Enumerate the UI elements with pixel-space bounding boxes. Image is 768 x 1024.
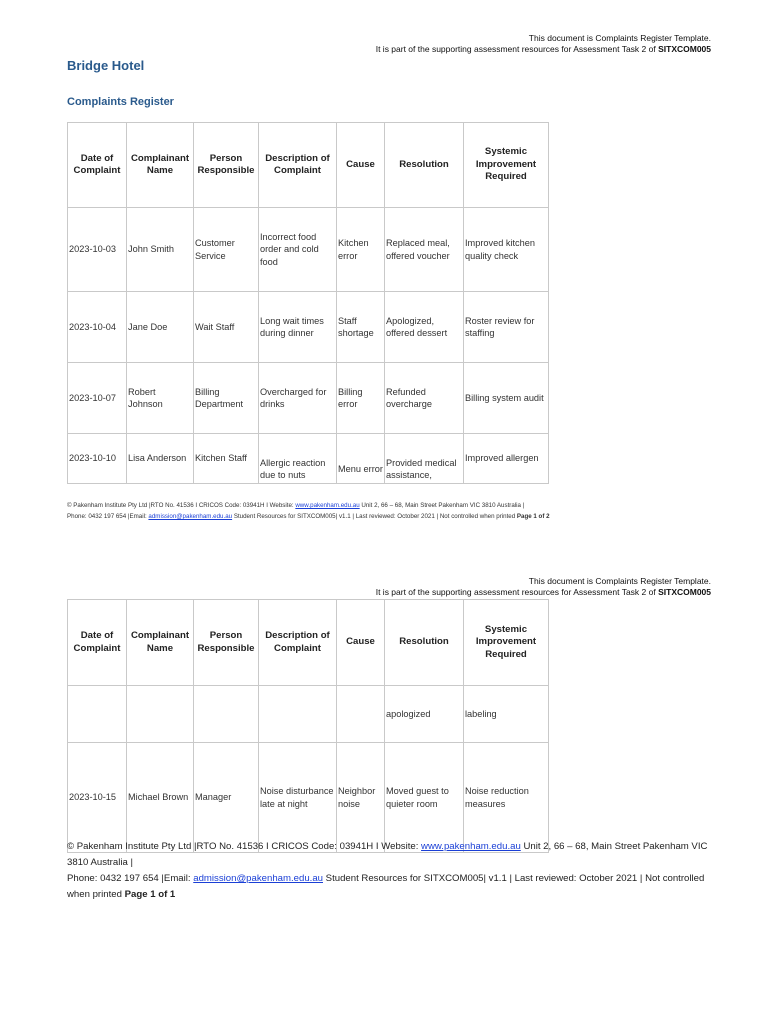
table-cell: Customer Service bbox=[194, 208, 259, 292]
table-cell bbox=[194, 686, 259, 743]
table-cell: Allergic reaction due to nuts bbox=[259, 434, 337, 484]
table-cell: Incorrect food order and cold food bbox=[259, 208, 337, 292]
column-header: Person Responsible bbox=[194, 600, 259, 686]
email-link[interactable]: admission@pakenham.edu.au bbox=[193, 873, 323, 884]
table-cell: Replaced meal, offered voucher bbox=[385, 208, 464, 292]
table-cell: Moved guest to quieter room bbox=[385, 743, 464, 853]
footer-line-1: © Pakenham Institute Pty Ltd |RTO No. 41536 I CRICOS Code: 03941H I Website: www.pakenham.edu.au Unit 2, 66 – 68, Main Street Pakenham VIC 3810 Australia | bbox=[67, 502, 525, 509]
table-cell: Robert Johnson bbox=[127, 363, 194, 434]
table-cell: Roster review for staffing bbox=[464, 292, 549, 363]
page-footer bbox=[67, 500, 717, 522]
table-cell bbox=[259, 686, 337, 743]
table-cell: 2023-10-07 bbox=[68, 363, 127, 434]
table-cell: Apologized, offered dessert bbox=[385, 292, 464, 363]
table-cell: Refunded overcharge bbox=[385, 363, 464, 434]
table-cell: Kitchen error bbox=[337, 208, 385, 292]
table-row bbox=[68, 743, 549, 853]
table-cell: 2023-10-15 bbox=[68, 743, 127, 853]
table-cell: Billing system audit bbox=[464, 363, 549, 434]
column-header: Resolution bbox=[385, 123, 464, 208]
document-header bbox=[376, 576, 711, 598]
table-header-row bbox=[68, 123, 549, 208]
footer-line-2: Phone: 0432 197 654 |Email: admission@pakenham.edu.au Student Resources for SITXCOM005| v1.1 | Last reviewed: October 2021 | Not controlled when printed Page 1 of 2 bbox=[67, 513, 550, 520]
table-cell: Improved allergen bbox=[464, 434, 549, 484]
page-footer bbox=[67, 839, 717, 903]
column-header: Resolution bbox=[385, 600, 464, 686]
table-cell: Improved kitchen quality check bbox=[464, 208, 549, 292]
email-link[interactable]: admission@pakenham.edu.au bbox=[148, 513, 233, 520]
table-row bbox=[68, 434, 549, 484]
table-row bbox=[68, 363, 549, 434]
table-cell: Billing Department bbox=[194, 363, 259, 434]
column-header: Systemic Improvement Required bbox=[464, 123, 549, 208]
website-link[interactable]: www.pakenham.edu.au bbox=[295, 502, 360, 509]
table-cell: Provided medical assistance, bbox=[385, 434, 464, 484]
table-cell: 2023-10-10 bbox=[68, 434, 127, 484]
complaints-table-page-2 bbox=[67, 599, 549, 853]
table-cell: Noise reduction measures bbox=[464, 743, 549, 853]
column-header: Systemic Improvement Required bbox=[464, 600, 549, 686]
table-cell: 2023-10-03 bbox=[68, 208, 127, 292]
header-line-1: This document is Complaints Register Template. bbox=[528, 576, 711, 586]
table-row bbox=[68, 208, 549, 292]
column-header: Complainant Name bbox=[127, 123, 194, 208]
footer-line-1: © Pakenham Institute Pty Ltd |RTO No. 41536 I CRICOS Code: 03941H I Website: www.pakenham.edu.au Unit 2, 66 – 68, Main Street Pakenham VIC 3810 Australia | bbox=[67, 841, 708, 868]
table-cell: labeling bbox=[464, 686, 549, 743]
table-header-row bbox=[68, 600, 549, 686]
document-header bbox=[376, 33, 711, 55]
table-cell: Noise disturbance late at night bbox=[259, 743, 337, 853]
table-cell bbox=[68, 686, 127, 743]
table-cell: Wait Staff bbox=[194, 292, 259, 363]
register-title: Complaints Register bbox=[67, 96, 174, 108]
table-cell: apologized bbox=[385, 686, 464, 743]
table-cell: Lisa Anderson bbox=[127, 434, 194, 484]
table-cell: Michael Brown bbox=[127, 743, 194, 853]
table-cell: Long wait times during dinner bbox=[259, 292, 337, 363]
column-header: Cause bbox=[337, 600, 385, 686]
table-cell: Billing error bbox=[337, 363, 385, 434]
column-header: Date of Complaint bbox=[68, 123, 127, 208]
footer-line-2: Phone: 0432 197 654 |Email: admission@pakenham.edu.au Student Resources for SITXCOM005| v1.1 | Last reviewed: October 2021 | Not controlled when printed Page 1 of 1 bbox=[67, 873, 705, 900]
complaints-table-page-1 bbox=[67, 122, 549, 484]
table-cell: Kitchen Staff bbox=[194, 434, 259, 484]
website-link[interactable]: www.pakenham.edu.au bbox=[421, 841, 521, 852]
table-cell bbox=[337, 686, 385, 743]
column-header: Description of Complaint bbox=[259, 600, 337, 686]
table-row bbox=[68, 292, 549, 363]
page-number: Page 1 of 2 bbox=[516, 513, 550, 520]
header-line-1: This document is Complaints Register Template. bbox=[528, 33, 711, 43]
column-header: Date of Complaint bbox=[68, 600, 127, 686]
table-cell bbox=[127, 686, 194, 743]
column-header: Description of Complaint bbox=[259, 123, 337, 208]
table-cell: John Smith bbox=[127, 208, 194, 292]
table-cell: Jane Doe bbox=[127, 292, 194, 363]
page-number: Page 1 of 1 bbox=[124, 889, 176, 900]
table-row bbox=[68, 686, 549, 743]
column-header: Complainant Name bbox=[127, 600, 194, 686]
table-cell: Neighbor noise bbox=[337, 743, 385, 853]
hotel-name: Bridge Hotel bbox=[67, 58, 145, 73]
header-line-2: It is part of the supporting assessment resources for Assessment Task 2 of SITXCOM005 bbox=[375, 587, 711, 597]
table-cell: Staff shortage bbox=[337, 292, 385, 363]
table-cell: Manager bbox=[194, 743, 259, 853]
header-line-2: It is part of the supporting assessment resources for Assessment Task 2 of SITXCOM005 bbox=[375, 44, 711, 54]
column-header: Person Responsible bbox=[194, 123, 259, 208]
column-header: Cause bbox=[337, 123, 385, 208]
table-cell: Menu error bbox=[337, 434, 385, 484]
table-cell: 2023-10-04 bbox=[68, 292, 127, 363]
table-cell: Overcharged for drinks bbox=[259, 363, 337, 434]
